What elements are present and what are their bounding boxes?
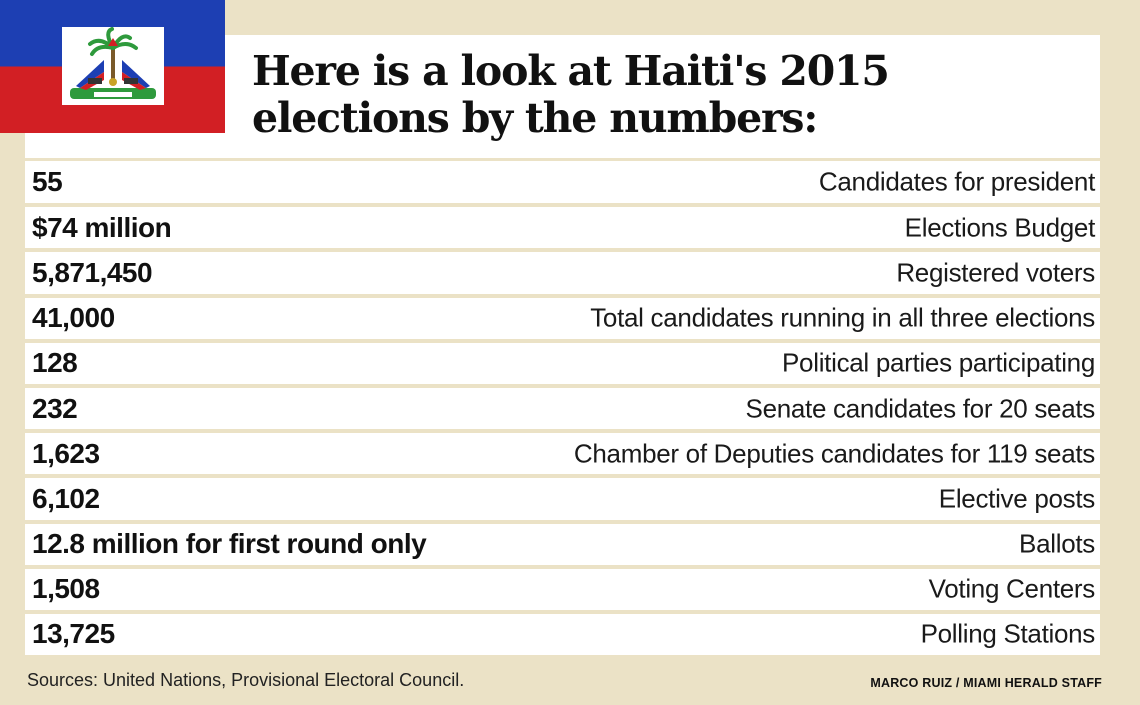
stat-value: 12.8 million for first round only <box>32 528 427 560</box>
stat-label: Voting Centers <box>928 573 1095 604</box>
sources-note: Sources: United Nations, Provisional Electoral Council. <box>27 670 465 690</box>
flag-graphic <box>0 0 225 133</box>
stat-row <box>25 520 1100 565</box>
stat-value: 13,725 <box>32 618 115 650</box>
stat-label: Chamber of Deputies candidates for 119 seats <box>573 438 1095 469</box>
stat-label: Political parties participating <box>782 347 1095 378</box>
stat-row <box>25 158 1100 203</box>
stat-row <box>25 248 1100 293</box>
stat-label: Polling Stations <box>920 618 1095 649</box>
stat-label: Elective posts <box>938 483 1095 514</box>
stat-row <box>25 203 1100 248</box>
headline-line-2: elections by the numbers: <box>252 94 818 142</box>
stat-label: Candidates for president <box>818 166 1095 197</box>
stat-row <box>25 610 1100 655</box>
stat-value: 6,102 <box>32 482 100 514</box>
stat-label: Elections Budget <box>904 212 1095 243</box>
stat-row <box>25 339 1100 384</box>
stat-value: 1,623 <box>32 437 100 469</box>
stat-value: 1,508 <box>32 573 100 605</box>
headline <box>252 48 889 142</box>
haiti-flag-image <box>0 0 225 133</box>
stat-value: 128 <box>32 347 78 379</box>
stat-value: $74 million <box>32 211 172 243</box>
stat-row <box>25 474 1100 519</box>
headline-line-1: Here is a look at Haiti's 2015 <box>252 47 889 95</box>
stat-row <box>25 565 1100 610</box>
credit-line: MARCO RUIZ / MIAMI HERALD STAFF <box>870 676 1102 690</box>
stat-row <box>25 384 1100 429</box>
stat-value: 5,871,450 <box>32 256 153 288</box>
stat-value: 232 <box>32 392 78 424</box>
stat-value: 41,000 <box>32 302 115 334</box>
stats-table <box>25 158 1100 655</box>
stat-value: 55 <box>32 166 63 198</box>
stat-label: Total candidates running in all three elections <box>590 302 1095 333</box>
stat-label: Senate candidates for 20 seats <box>745 393 1095 424</box>
stat-label: Registered voters <box>896 257 1095 288</box>
stat-row <box>25 294 1100 339</box>
stat-label: Ballots <box>1019 528 1095 559</box>
stat-row <box>25 429 1100 474</box>
